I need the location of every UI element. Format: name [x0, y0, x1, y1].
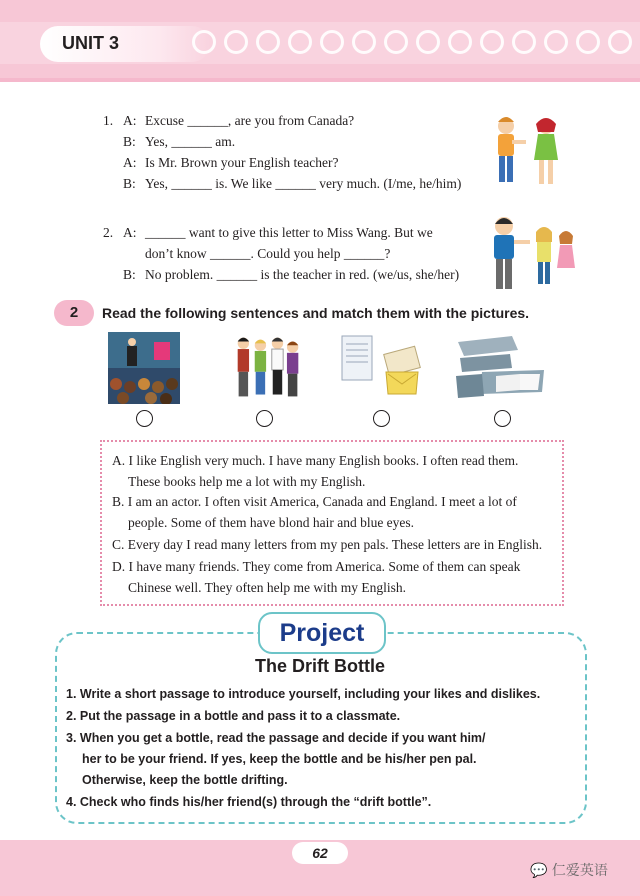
speaker: A:: [123, 155, 137, 170]
dialog-line: No problem. ______ is the teacher in red. (we/us, she/her): [145, 267, 460, 282]
dialog-1: [103, 110, 461, 194]
decorative-rings: [192, 30, 640, 58]
english-books-picture: [452, 332, 548, 404]
dialog-number: 1.: [103, 113, 114, 128]
dialog-2: [103, 222, 459, 285]
wechat-icon: 💬: [530, 863, 548, 879]
letters-envelopes-picture: [338, 332, 424, 404]
dialog-line: Excuse ______, are you from Canada?: [145, 113, 355, 128]
answer-circle-3[interactable]: [373, 410, 390, 427]
dialog-line: Is Mr. Brown your English teacher?: [145, 155, 339, 170]
project-step-3: 3. When you get a bottle, read the passage and decide if you want him/ her to be your friend. If yes, keep the bottle and be his/her pen pal. Otherwise, keep the bottle drifting.: [66, 731, 486, 787]
speaker: B:: [123, 134, 136, 149]
speaker: A:: [123, 113, 137, 128]
section-2-badge: 2: [54, 300, 94, 326]
page-number: 62: [292, 842, 348, 864]
project-title: The Drift Bottle: [255, 656, 385, 676]
dialog-line: Yes, ______ am.: [145, 134, 236, 149]
answer-circle-2[interactable]: [256, 410, 273, 427]
unit-title: UNIT 3: [62, 33, 120, 53]
actor-on-stage-picture: [108, 332, 180, 404]
unit-label: [40, 26, 210, 62]
dialog-line: Yes, ______ is. We like ______ very much. (I/me, he/him): [145, 176, 462, 191]
speaker: B:: [123, 267, 136, 282]
option-c: C. Every day I read many letters from my pen pals. These letters are in English.: [112, 537, 543, 552]
project-step-1: 1. Write a short passage to introduce yourself, including your likes and dislikes.: [66, 687, 541, 701]
option-a: A. I like English very much. I have many English books. I often read them. These books help me a lot with my English.: [112, 453, 519, 489]
speaker: B:: [123, 176, 136, 191]
section-2-instruction: Read the following sentences and match them with the pictures.: [102, 305, 530, 321]
watermark-text: 仁爱英语: [551, 863, 608, 879]
dialog-number: 2.: [103, 225, 114, 240]
option-b: B. I am an actor. I often visit America, Canada and England. I meet a lot of people. Some of them have blond hair and blue eyes.: [112, 494, 517, 530]
answer-circle-4[interactable]: [494, 410, 511, 427]
answer-circle-1[interactable]: [136, 410, 153, 427]
group-of-friends-picture: [230, 332, 306, 404]
speaker: A:: [123, 225, 137, 240]
project-label: Project: [258, 612, 386, 654]
project-step-4: 4. Check who finds his/her friend(s) through the “drift bottle”.: [66, 795, 432, 809]
dialog-line: don’t know ______. Could you help ______?: [145, 246, 391, 261]
project-step-2: 2. Put the passage in a bottle and pass it to a classmate.: [66, 709, 401, 723]
option-d: D. I have many friends. They come from America. Some of them can speak Chinese well. They often help me with my English.: [112, 559, 521, 595]
dialog-line: ______ want to give this letter to Miss Wang. But we: [145, 225, 433, 240]
boy-pointing-illustration: [480, 212, 580, 296]
watermark: [530, 860, 608, 880]
header-divider: [0, 78, 640, 82]
kids-talking-illustration: [484, 112, 574, 192]
